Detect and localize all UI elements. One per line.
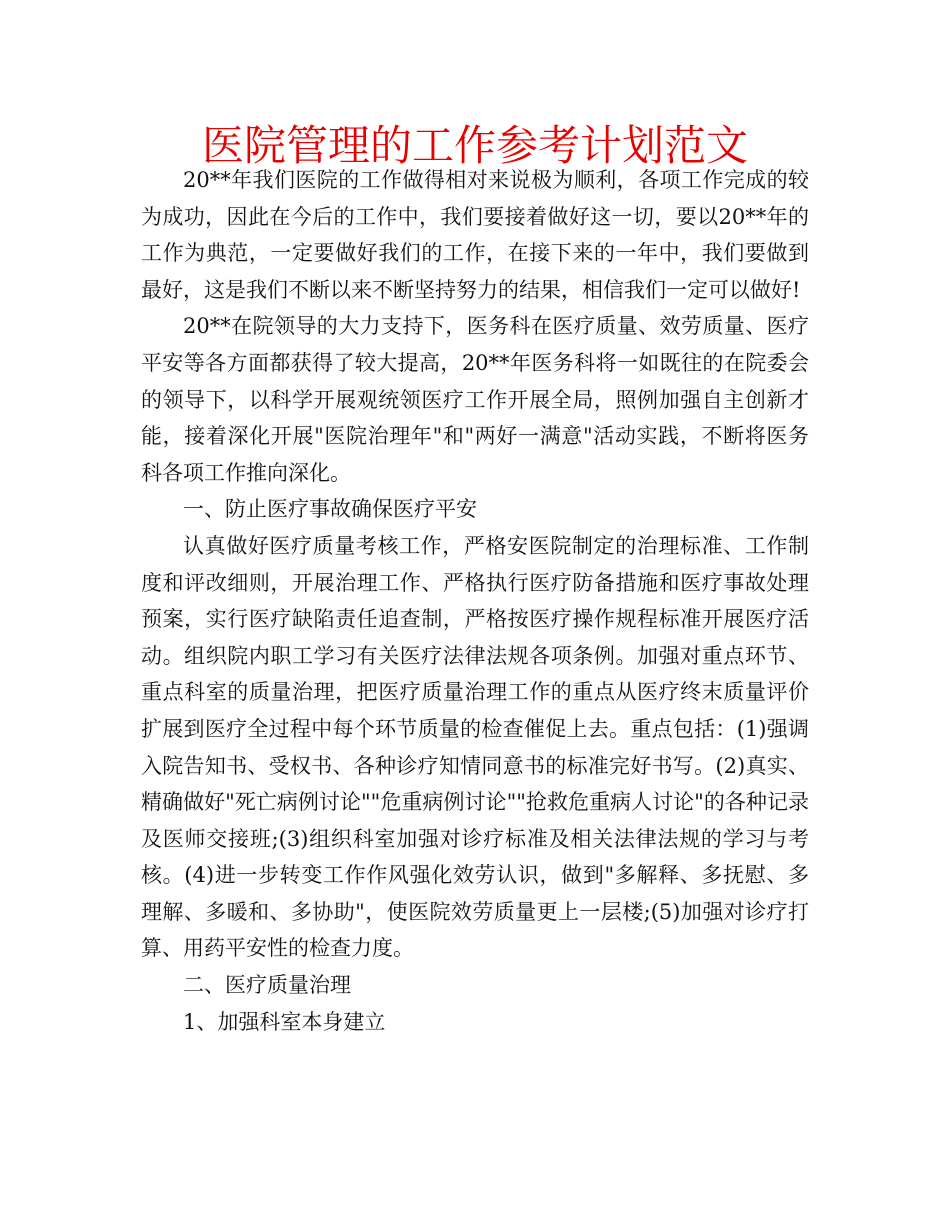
paragraph-intro: 20**年我们医院的工作做得相对来说极为顺利，各项工作完成的较为成功，因此在今后的工作中，我们要接着做好这一切，要以20**年的工作为典范，一定要做好我们的工作，在接下来的一年中，我们要做到最好，这是我们不断以来不断坚持努力的结果，相信我们一定可以做好!	[141, 168, 809, 302]
section-heading-2: 二、医疗质量治理	[183, 973, 351, 998]
paragraph-overview: 20**在院领导的大力支持下，医务科在医疗质量、效劳质量、医疗平安等各方面都获得了较大提高，20**年医务科将一如既往的在院委会的领导下，以科学开展观统领医疗工作开展全局，照例加强自主创新才能，接着深化开展"医院治理年"和"两好一满意"活动实践，不断将医务科各项工作推向深化。	[141, 314, 809, 485]
document-body	[141, 162, 809, 1040]
section-heading-1: 一、防止医疗事故确保医疗平安	[183, 497, 477, 522]
paragraph-section-1: 认真做好医疗质量考核工作，严格安医院制定的治理标准、工作制度和评改细则，开展治理工作、严格执行医疗防备措施和医疗事故处理预案，实行医疗缺陷责任追查制，严格按医疗操作规程标准开展医疗活动。组织院内职工学习有关医疗法律法规各项条例。加强对重点环节、重点科室的质量治理，把医疗质量治理工作的重点从医疗终末质量评价扩展到医疗全过程中每个环节质量的检查催促上去。重点包括：(1)强调入院告知书、受权书、各种诊疗知情同意书的标准完好书写。(2)真实、精确做好"死亡病例讨论""危重病例讨论""抢救危重病人讨论"的各种记录及医师交接班;(3)组织科室加强对诊疗标准及相关法律法规的学习与考核。(4)进一步转变工作作风强化效劳认识，做到"多解释、多抚慰、多理解、多暖和、多协助"，使医院效劳质量更上一层楼;(5)加强对诊疗打算、用药平安性的检查力度。	[141, 533, 809, 961]
document-title: 医院管理的工作参考计划范文	[201, 121, 748, 170]
subsection-heading-1: 1、加强科室本身建立	[183, 1009, 386, 1034]
